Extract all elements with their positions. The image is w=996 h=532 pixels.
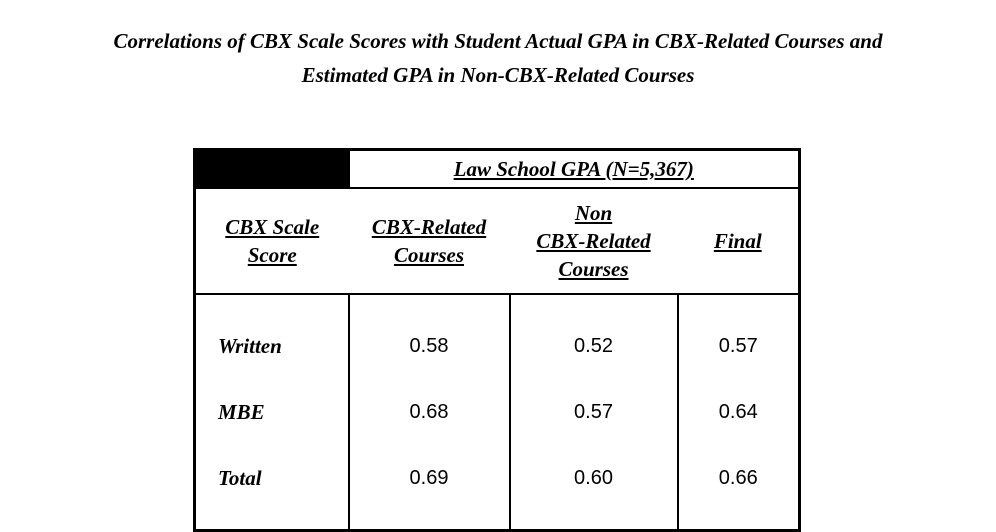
- correlation-table: [193, 148, 801, 532]
- row-label: Written: [218, 333, 282, 358]
- column-header-text: Non: [574, 201, 613, 225]
- cell-value: 0.68: [349, 397, 510, 427]
- row-label: MBE: [218, 399, 265, 424]
- cell-value: 0.57: [510, 397, 678, 427]
- column-header-text: CBX-Related: [536, 229, 651, 253]
- cell-value: 0.64: [678, 397, 800, 427]
- column-header-final: [678, 188, 800, 294]
- column-header-text: Courses: [393, 243, 465, 267]
- title-line-1: Correlations of CBX Scale Scores with Student Actual GPA in CBX-Related Courses and: [113, 29, 883, 53]
- cell-value: 0.52: [510, 294, 678, 397]
- cell-value: 0.58: [349, 294, 510, 397]
- row-header-line1: CBX Scale: [225, 215, 320, 239]
- row-label: Total: [218, 465, 262, 490]
- column-header-non-cbx-related: [510, 188, 678, 294]
- column-header-text: Courses: [558, 257, 629, 281]
- cell-value: 0.66: [678, 427, 800, 531]
- table-row: [195, 427, 800, 531]
- cell-value: 0.60: [510, 427, 678, 531]
- table-row: [195, 294, 800, 397]
- table-row: [195, 397, 800, 427]
- column-header-text: CBX-Related: [371, 215, 487, 239]
- cell-value: 0.69: [349, 427, 510, 531]
- column-header-text: Final: [713, 229, 762, 253]
- row-header-cell: [195, 188, 349, 294]
- title-line-2: Estimated GPA in Non-CBX-Related Courses: [301, 63, 695, 87]
- group-header-label: Law School GPA (N=5,367): [453, 156, 694, 181]
- cell-value: 0.57: [678, 294, 800, 397]
- row-header-line2: Score: [247, 243, 297, 267]
- column-header-cbx-related: [349, 188, 510, 294]
- black-corner-cell: [195, 150, 349, 189]
- group-header: [349, 150, 800, 189]
